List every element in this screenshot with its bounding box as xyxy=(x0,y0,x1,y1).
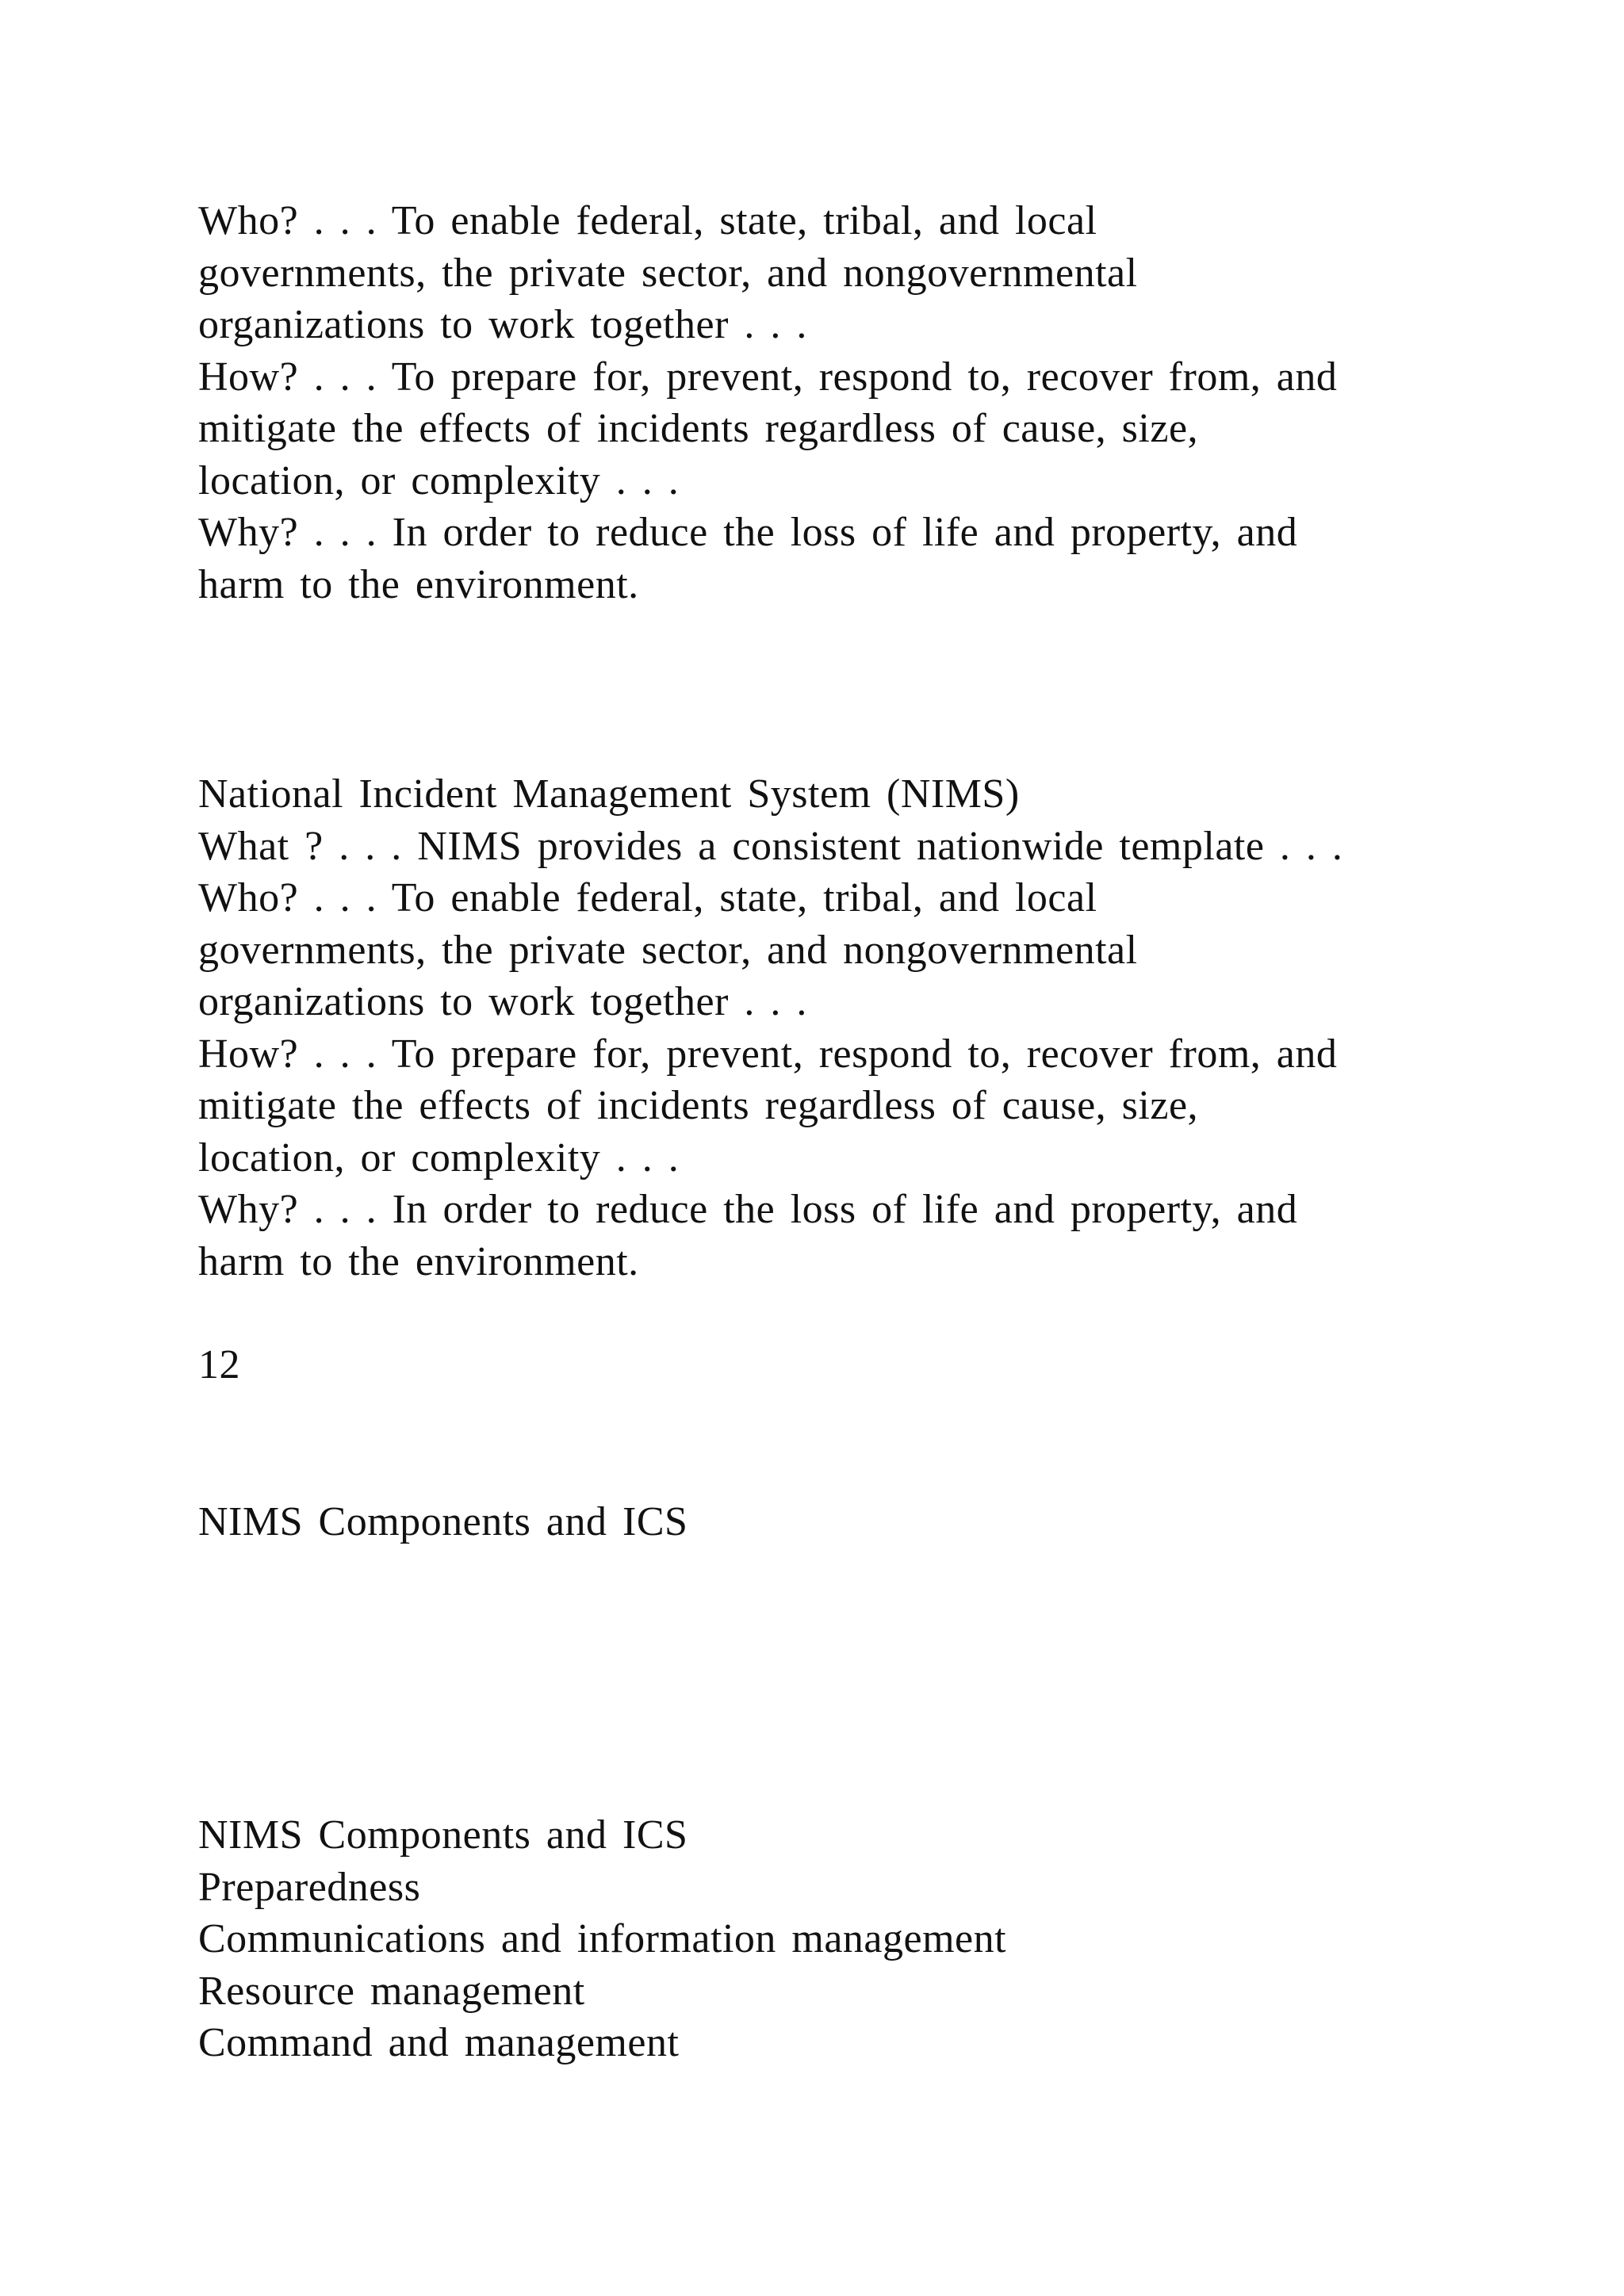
list-title: NIMS Components and ICS xyxy=(198,1812,688,1858)
text-line: What ? . . . NIMS provides a consistent nationwide template . . . xyxy=(198,823,1343,869)
list-item: Resource management xyxy=(198,1968,585,2014)
components-list xyxy=(198,1809,1483,2069)
section-title: National Incident Management System (NIMS) xyxy=(198,771,1020,817)
text-line: Why? . . . In order to reduce the loss of life and property, and xyxy=(198,510,1298,555)
list-item: Preparedness xyxy=(198,1864,421,1910)
text-line: How? . . . To prepare for, prevent, respond to, recover from, and xyxy=(198,1031,1338,1077)
text-line: location, or complexity . . . xyxy=(198,457,680,503)
nims-overview-section xyxy=(198,768,1483,1288)
nims-purpose-paragraph xyxy=(198,195,1483,610)
text-line: governments, the private sector, and nongovernmental xyxy=(198,250,1138,296)
text-line: organizations to work together . . . xyxy=(198,302,807,347)
page-number-text: 12 xyxy=(198,1342,240,1387)
text-line: harm to the environment. xyxy=(198,1238,639,1284)
text-line: governments, the private sector, and nongovernmental xyxy=(198,927,1138,973)
components-heading xyxy=(198,1496,1483,1548)
list-item: Command and management xyxy=(198,2020,680,2065)
text-line: Who? . . . To enable federal, state, tribal, and local xyxy=(198,875,1097,920)
text-line: mitigate the effects of incidents regardless of cause, size, xyxy=(198,406,1199,451)
text-line: mitigate the effects of incidents regardless of cause, size, xyxy=(198,1083,1199,1128)
slide-number xyxy=(198,1339,1483,1391)
text-line: organizations to work together . . . xyxy=(198,979,807,1024)
text-line: harm to the environment. xyxy=(198,561,639,607)
text-line: location, or complexity . . . xyxy=(198,1135,680,1181)
heading-text: NIMS Components and ICS xyxy=(198,1499,688,1544)
text-line: How? . . . To prepare for, prevent, respond to, recover from, and xyxy=(198,354,1338,400)
text-line: Who? . . . To enable federal, state, tribal, and local xyxy=(198,198,1097,243)
list-item: Communications and information management xyxy=(198,1916,1007,1961)
text-line: Why? . . . In order to reduce the loss of life and property, and xyxy=(198,1187,1298,1232)
